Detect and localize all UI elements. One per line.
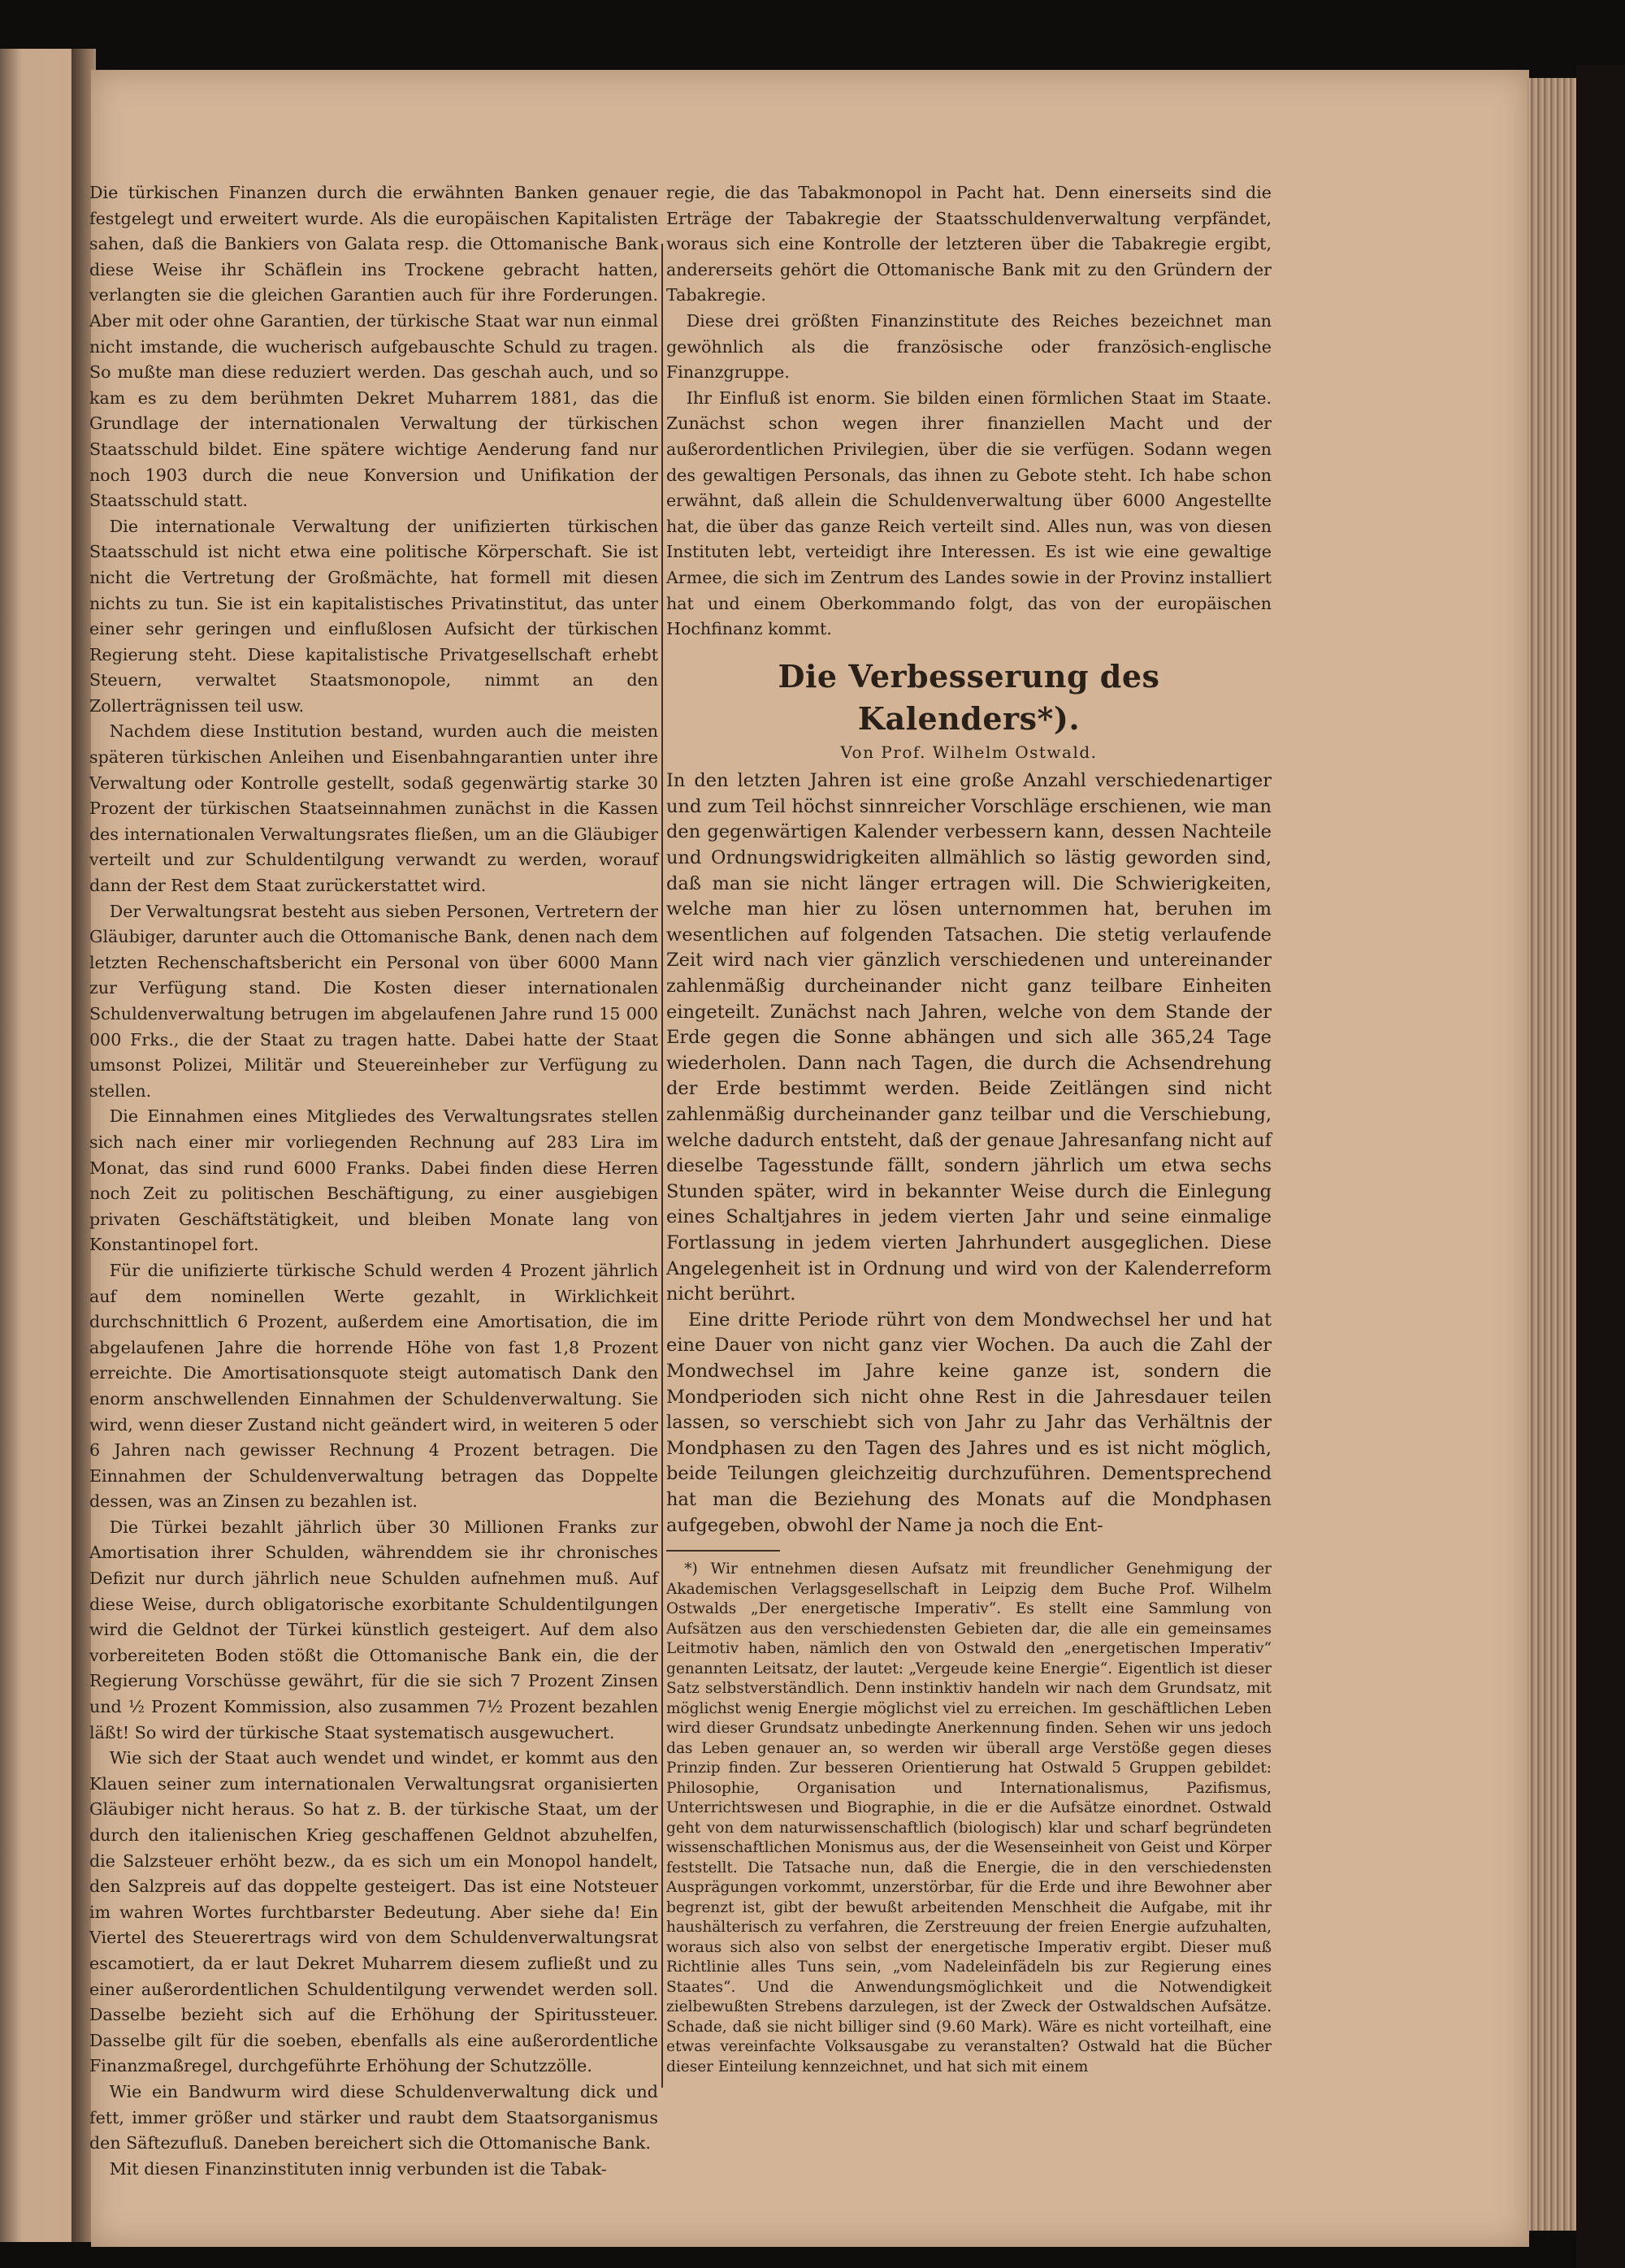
- right-intro-paragraph: Diese drei größten Finanzinstitute des Reiches bezeichnet man gewöhnlich als die französische oder französich-englische Finanzgruppe.: [666, 310, 1272, 383]
- article-byline: Von Prof. Wilhelm Ostwald.: [840, 742, 1098, 762]
- article-title: Die Verbesserung des Kalenders*).: [778, 657, 1160, 737]
- right-intro-paragraph: Ihr Einfluß ist enorm. Sie bilden einen förmlichen Staat im Staate. Zunächst schon wegen ihrer finanziellen Macht und der außerordentlichen Privilegien, über die sie verfügen. Sodann wegen des gewaltigen Personals, das ihnen zu Gebote steht. Ich habe schon erwähnt, daß allein die Schuldenverwaltung über 6000 Angestellte hat, die über das ganze Reich verteilt sind. Alles nun, was von diesen Instituten lebt, verteidigt ihre Interessen. Es ist wie eine gewaltige Armee, die sich im Zentrum des Landes sowie in der Provinz installiert hat und einem Oberkommando folgt, das von der europäischen Hochfinanz kommt.: [666, 387, 1272, 639]
- left-column: [89, 180, 658, 2182]
- calendar-article: [666, 656, 1272, 2077]
- article-paragraph: Eine dritte Periode rührt von dem Mondwechsel her und hat eine Dauer von nicht ganz vier Wochen. Da auch die Zahl der Mondwechsel im Jahre keine ganze ist, sondern die Mondperioden sich nicht ohne Rest in die Jahresdauer teilen lassen, so verschiebt sich von Jahr zu Jahr das Verhältnis der Mondphasen zu den Tagen des Jahres und es ist nicht möglich, beide Teilungen gleichzeitig durchzuführen. Dementsprechend hat man die Beziehung des Monats auf die Mondphasen aufgegeben, obwohl der Name ja noch die Ent-: [666, 1309, 1272, 1536]
- footnote-rule: [666, 1550, 780, 1552]
- right-intro-paragraph: regie, die das Tabakmonopol in Pacht hat. Denn einerseits sind die Erträge der Tabakregie der Staatsschuldenverwaltung verpfändet, woraus sich eine Kontrolle der letzteren über die Tabakregie ergibt, andererseits gehört die Ottomanische Bank mit zu den Gründern der Tabakregie.: [666, 183, 1272, 305]
- book-cover-edge: [1576, 65, 1625, 2268]
- right-column: [666, 180, 1272, 2077]
- left-paragraph: Für die unifizierte türkische Schuld werden 4 Prozent jährlich auf dem nominellen Werte gezahlt, in Wirklichkeit durchschnittlich 6 Prozent, außerdem eine Amortisation, die im abgelaufenen Jahre die horrende Höhe von fast 1,8 Prozent erreichte. Die Amortisationsquote steigt automatisch Dank den enorm anschwellenden Einnahmen der Schuldenverwaltung. Sie wird, wenn dieser Zustand nicht geändert wird, in weiteren 5 oder 6 Jahren nach gewisser Rechnung 4 Prozent betragen. Die Einnahmen der Schuldenverwaltung betragen das Doppelte dessen, was an Zinsen zu bezahlen ist.: [89, 1260, 658, 1512]
- page-stack-edge: [1528, 78, 1576, 2231]
- left-paragraph: Die Türkei bezahlt jährlich über 30 Millionen Franks zur Amortisation ihrer Schulden, währenddem sie ihr chronisches Defizit nur durch jährlich neue Schulden aufnehmen muß. Auf diese Weise, durch obligatorische exorbitante Schuldentilgungen wird die Geldnot der Türkei künstlich gesteigert. Auf dem also vorbereiteten Boden stößt die Ottomanische Bank ein, die der Regierung Vorschüsse gewährt, für die sie sich 7 Prozent Zinsen und ½ Prozent Kommission, also zusammen 7½ Prozent bezahlen läßt! So wird der türkische Staat systematisch ausgewuchert.: [89, 1517, 658, 1742]
- column-divider: [661, 244, 663, 2088]
- footnote: *) Wir entnehmen diesen Aufsatz mit freundlicher Genehmigung der Akademischen Verlagsgesellschaft in Leipzig dem Buche Prof. Wilhelm Ostwalds „Der energetische Imperativ“. Es stellt eine Sammlung von Aufsätzen aus den verschiedensten Gebieten dar, die alle ein gemeinsames Leitmotiv haben, nämlich den von Ostwald den „energetischen Imperativ“ genannten Leitsatz, der lautet: „Vergeude keine Energie“. Eigentlich ist dieser Satz selbstverständlich. Denn instinktiv handeln wir nach dem Grundsatz, mit möglichst wenig Energie möglichst viel zu erreichen. Im geschäftlichen Leben wird dieser Grundsatz unbedingte Anerkennung finden. Sehen wir uns jedoch das Leben genauer an, so werden wir überall arge Verstöße gegen dieses Prinzip finden. Zur besseren Orientierung hat Ostwald 5 Gruppen gebildet: Philosophie, Organisation und Internationalismus, Pazifismus, Unterrichtswesen und Biographie, in die er die Aufsätze einordnet. Ostwald geht von dem naturwissenschaftlich (biologisch) klar und scharf begründeten wissenschaftlichen Monismus aus, der die Wesenseinheit von Geist und Körper feststellt. Die Tatsache nun, daß die Energie, die in den verschiedensten Ausprägungen vorkommt, unzerstörbar, für die Erde und ihre Bewohner aber begrenzt ist, gibt der bewußt arbeitenden Menschheit die Aufgabe, mit ihr haushälterisch zu verfahren, die Zerstreuung der freien Energie aufzuhalten, woraus sich also von selbst der energetische Imperativ ergibt. Dieser muß Richtlinie alles Tuns sein, „vom Nadeleinfädeln bis zur Regierung eines Staates“. Und die Anwendungsmöglichkeit und die Notwendigkeit zielbewußten Strebens darzulegen, ist der Zweck der Ostwaldschen Aufsätze. Schade, daß sie nicht billiger sind (9.60 Mark). Wäre es nicht vorteilhaft, eine etwas vereinfachte Volksausgabe zu veranstalten? Ostwald hat die Bücher dieser Einteilung kennzeichnet, und hat sich mit einem: [666, 1560, 1272, 2075]
- left-paragraph: Wie sich der Staat auch wendet und windet, er kommt aus den Klauen seiner zum internationalen Verwaltungsrat organisierten Gläubiger nicht heraus. So hat z. B. der türkische Staat, um der durch den italienischen Krieg geschaffenen Geldnot abzuhelfen, die Salzsteuer erhöht bezw., da es sich um ein Monopol handelt, den Salzpreis auf das doppelte gesteigert. Das ist eine Notsteuer im wahren Wortes furchtbarster Bedeutung. Aber siehe da! Ein Viertel des Steuerertrags wird von dem Schuldenverwaltungsrat escamotiert, da er laut Dekret Muharrem diesem zufließt und zu einer außerordentlichen Schuldentilgung verwendet werden soll. Dasselbe bezieht sich auf die Erhöhung der Spiritussteuer. Dasselbe gilt für die soeben, ebenfalls als eine außerordentliche Finanzmaßregel, durchgeführte Erhöhung der Schutzzölle.: [89, 1748, 658, 2076]
- left-paragraph: Die türkischen Finanzen durch die erwähnten Banken genauer festgelegt und erweitert wurde. Als die europäischen Kapitalisten sahen, daß die Bankiers von Galata resp. die Ottomanische Bank diese Weise ihr Schäflein ins Trockene gebracht hatten, verlangten sie die gleichen Garantien auch für ihre Forderungen. Aber mit oder ohne Garantien, der türkische Staat war nun einmal nicht imstande, die wucherisch aufgebauschte Schuld zu tragen. So mußte man diese reduziert werden. Das geschah auch, und so kam es zu dem berühmten Dekret Muharrem 1881, das die Grundlage der internationalen Verwaltung der türkischen Staatsschuld bildet. Eine spätere wichtige Aenderung fand nur noch 1903 durch die neue Konversion und Unifikation der Staatsschuld statt.: [89, 183, 658, 511]
- left-paragraph: Die Einnahmen eines Mitgliedes des Verwaltungsrates stellen sich nach einer mir vorliegenden Rechnung auf 283 Lira im Monat, das sind rund 6000 Franks. Dabei finden diese Herren noch Zeit zu politischen Beschäftigung, zu einer ausgiebigen privaten Geschäftstätigkeit, und bleiben Monate lang von Konstantinopel fort.: [89, 1106, 658, 1255]
- left-paragraph: Mit diesen Finanzinstituten innig verbunden ist die Tabak-: [109, 2158, 607, 2179]
- left-paragraph: Wie ein Bandwurm wird diese Schuldenverwaltung dick und fett, immer größer und stärker und raubt dem Staatsorganismus den Säftezufluß. Daneben bereichert sich die Ottomanische Bank.: [89, 2081, 658, 2153]
- left-paragraph: Der Verwaltungsrat besteht aus sieben Personen, Vertretern der Gläubiger, darunter auch die Ottomanische Bank, denen nach dem letzten Rechenschaftsbericht ein Personal von über 6000 Mann zur Verfügung stand. Die Kosten dieser internationalen Schuldenverwaltung betrugen im abgelaufenen Jahre rund 15 000 000 Frks., die der Staat zu tragen hatte. Dabei hatte der Staat umsonst Polizei, Militär und Steuereinheber zur Verfügung zu stellen.: [89, 901, 658, 1101]
- left-paragraph: Die internationale Verwaltung der unifizierten türkischen Staatsschuld ist nicht etwa eine politische Körperschaft. Sie ist nicht die Vertretung der Großmächte, hat formell mit diesen nichts zu tun. Sie ist ein kapitalistisches Privatinstitut, das unter einer sehr geringen und einflußlosen Aufsicht der türkischen Regierung steht. Diese kapitalistische Privatgesellschaft erhebt Steuern, verwaltet Staatsmonopole, nimmt an den Zollerträgnissen teil usw.: [89, 516, 658, 716]
- article-paragraph: In den letzten Jahren ist eine große Anzahl verschiedenartiger und zum Teil höchst sinnreicher Vorschläge erschienen, wie man den gegenwärtigen Kalender verbessern kann, dessen Nachteile und Ordnungswidrigkeiten allmählich so lästig geworden sind, daß man sie nicht länger ertragen will. Die Schwierigkeiten, welche man hier zu lösen unternommen hat, beruhen im wesentlichen auf folgenden Tatsachen. Die stetig verlaufende Zeit wird nach vier gänzlich verschiedenen und untereinander zahlenmäßig durcheinander nicht ganz teilbare Einheiten eingeteilt. Zunächst nach Jahren, welche von dem Stande der Erde gegen die Sonne abhängen und sich alle 365,24 Tage wiederholen. Dann nach Tagen, die durch die Achsendrehung der Erde bestimmt werden. Beide Zeitlängen sind nicht zahlenmäßig durcheinander ganz teilbar und die Verschiebung, welche dadurch entsteht, daß der genaue Jahresanfang nicht auf dieselbe Tagesstunde fällt, sondern jährlich um etwa sechs Stunden später, wird in bekannter Weise durch die Einlegung eines Schaltjahres in jedem vierten Jahr und seine einmalige Fortlassung in jedem vierten Jahrhundert ausgeglichen. Diese Angelegenheit ist in Ordnung und wird von der Kalenderreform nicht berührt.: [666, 770, 1272, 1305]
- left-paragraph: Nachdem diese Institution bestand, wurden auch die meisten späteren türkischen Anleihen und Eisenbahngarantien unter ihre Verwaltung oder Kontrolle gestellt, sodaß gegenwärtig starke 30 Prozent der türkischen Staatseinnahmen zunächst in die Kassen des internationalen Verwaltungsrates fließen, um an die Gläubiger verteilt und zur Schuldentilgung verwandt zu werden, worauf dann der Rest dem Staat zurückerstattet wird.: [89, 721, 658, 896]
- article-body: [666, 768, 1272, 1539]
